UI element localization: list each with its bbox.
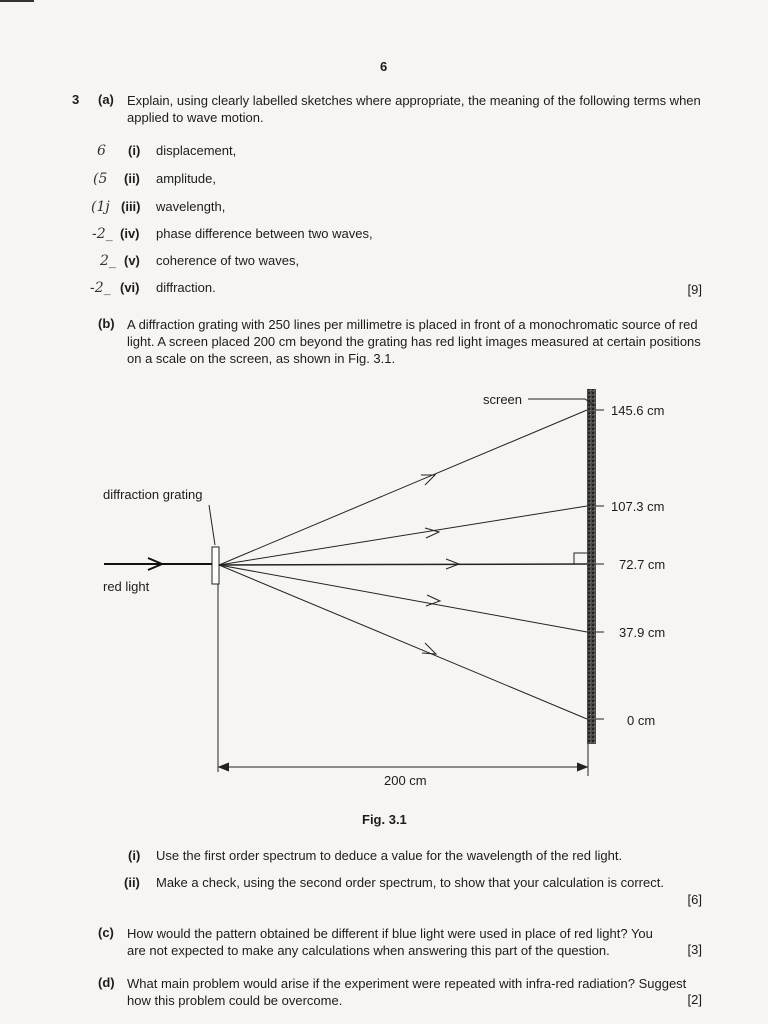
- page-number: 6: [380, 59, 388, 74]
- question-number: 3: [72, 92, 80, 107]
- grating-label: diffraction grating: [103, 487, 203, 502]
- distance-label: 200 cm: [384, 773, 427, 788]
- ray-order-1-up: [219, 506, 587, 565]
- dim-arrow-right: [577, 763, 587, 771]
- part-c-marks: [3]: [687, 942, 702, 957]
- part-c-label: (c): [98, 925, 114, 940]
- item-num-v: (v): [124, 253, 140, 268]
- item-text-i: displacement,: [156, 143, 237, 158]
- item-text-iii: wavelength,: [156, 199, 226, 214]
- scale-label-37: 37.9 cm: [619, 625, 666, 640]
- part-b-marks: [6]: [687, 892, 702, 907]
- scale-label-107: 107.3 cm: [611, 499, 665, 514]
- diffraction-figure: [0, 380, 768, 840]
- scale-label-145: 145.6 cm: [611, 403, 665, 418]
- ray-central: [219, 564, 587, 565]
- item-text-v: coherence of two waves,: [156, 253, 300, 268]
- b-item-num-ii: (ii): [124, 875, 140, 890]
- screen-label: screen: [483, 392, 523, 407]
- part-b-text: A diffraction grating with 250 lines per millimetre is placed in front of a monochromatic source of red light. A screen placed 200 cm beyond the grating has red light images measured at certain positions on a scale on the screen, as shown in Fig. 3.1.: [127, 317, 701, 366]
- part-a-label: (a): [98, 92, 114, 107]
- item-text-vi: diffraction.: [156, 280, 216, 295]
- scale-label-72: 72.7 cm: [619, 557, 666, 572]
- hand-mark-2: (5: [93, 171, 108, 187]
- item-num-vi: (vi): [120, 280, 140, 295]
- item-text-iv: phase difference between two waves,: [156, 226, 373, 241]
- b-item-text-i: Use the first order spectrum to deduce a value for the wavelength of the red light.: [156, 848, 623, 863]
- scale-label-0: 0 cm: [627, 713, 656, 728]
- ray-order-2-up: [219, 410, 587, 565]
- hand-mark-4: -2_: [92, 226, 113, 242]
- part-a-marks: [9]: [687, 282, 702, 297]
- part-c-text: How would the pattern obtained be different if blue light were used in place of red light? You are not expected to make any calculations when answering this part of the question.: [127, 926, 653, 958]
- part-a-text: Explain, using clearly labelled sketches where appropriate, the meaning of the following terms when applied to wave motion.: [127, 93, 701, 125]
- scan-line-top-left: [0, 0, 34, 2]
- b-item-text-ii: Make a check, using the second order spectrum, to show that your calculation is correct.: [156, 875, 664, 890]
- part-d-text: What main problem would arise if the experiment were repeated with infra-red radiation? Suggest how this problem could be overcome.: [127, 976, 687, 1008]
- ray-arrow-2: [425, 528, 439, 538]
- ray-order-1-down: [219, 565, 587, 632]
- grating: [212, 547, 219, 584]
- item-num-iv: (iv): [120, 226, 140, 241]
- screen-leader: [528, 399, 595, 406]
- item-text-ii: amplitude,: [156, 171, 216, 186]
- part-d-marks: [2]: [687, 992, 702, 1007]
- hand-mark-1: 6: [97, 143, 106, 159]
- red-light-label: red light: [103, 579, 150, 594]
- hand-mark-3: (1j: [91, 199, 110, 215]
- right-angle-marker: [574, 553, 587, 564]
- hand-mark-5: 2_: [100, 253, 116, 269]
- ray-order-2-down: [219, 565, 587, 719]
- screen-bar: [587, 389, 596, 744]
- item-num-i: (i): [128, 143, 141, 158]
- figure-caption: Fig. 3.1: [362, 812, 407, 827]
- item-num-ii: (ii): [124, 171, 140, 186]
- dim-arrow-left: [219, 763, 229, 771]
- hand-mark-6: -2_: [90, 280, 111, 296]
- item-num-iii: (iii): [121, 199, 141, 214]
- grating-leader: [209, 505, 215, 545]
- b-item-num-i: (i): [128, 848, 141, 863]
- part-d-label: (d): [98, 975, 115, 990]
- part-b-label: (b): [98, 316, 115, 331]
